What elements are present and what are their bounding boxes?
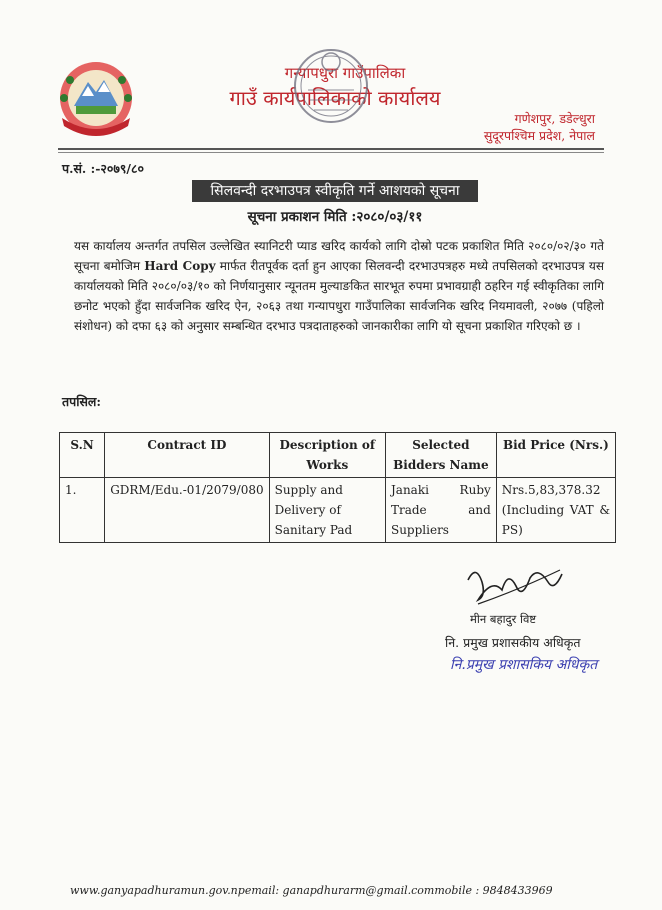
table-header-row [60,433,616,478]
reference-number: प.सं. :-२०७९/८० [62,161,144,176]
header-sn: S.N [60,433,105,478]
footer-contact: www.ganyapadhuramun.gov.npemail: ganapdhurarm@gmail.commobile : 9848433969 [70,884,553,897]
cell-bid-price: Nrs.5,83,378.32 (Including VAT & PS) [496,478,615,543]
signatory-stamp: नि.प्रमुख प्रशासकिय अधिकृत [450,657,598,673]
header-bidder: Selected Bidders Name [385,433,496,478]
signatory-title: नि. प्रमुख प्रशासकीय अधिकृत [445,635,581,650]
header-bid-price: Bid Price (Nrs.) [496,433,615,478]
office-address-line1: गणेशपुर, डडेल्धुरा [514,111,595,126]
notice-body-bold: Hard Copy [144,259,216,273]
notice-body-part1: यस कार्यालय अन्तर्गत तपसिल उल्लेखित स्यानिटरी प्याड खरिद कार्यको लागि दोस्रो पटक प्रकाशित मिति २०८०/०२/३० गते सूचना बमोजिम [74,239,604,273]
notice-body-part2: मार्फत रीतपूर्वक दर्ता हुन आएका सिलवन्दी दरभाउपत्रहरु मध्ये तपसिलको दरभाउपत्र यस कार्यालयको मिति २०८०/०३/१० को निर्णयानुसार न्यूनतम मुल्याङकित सारभूत रुपमा प्रभावग्राही ठहरिन गई स्वीकृतिका लागि छनोट भएको हुँदा सार्वजनिक खरिद ऐन, २०६३ तथा गन्यापधुरा गाउँपालिका सार्वजनिक खरिद नियमावली, २०७७ (पहिलो संशोधन) को दफा ६३ को अनुसार सम्बन्धित दरभाउ पत्रदाताहरुको जानकारीका लागि यो सूचना प्रकाशित गरिएको छ । [74,259,604,333]
header-divider [58,148,604,150]
cell-description: Supply and Delivery of Sanitary Pad [269,478,385,543]
notice-title: सिलवन्दी दरभाउपत्र स्वीकृति गर्ने आशयको सूचना [192,180,478,202]
cell-sn: 1. [60,478,105,543]
office-address-line2: सुदूरपश्चिम प्रदेश, नेपाल [483,128,595,143]
header-contract-id: Contract ID [105,433,269,478]
publication-date: सूचना प्रकाशन मिति :२०८०/०३/११ [247,209,423,225]
signature-icon [458,560,568,615]
bids-table [59,432,616,543]
cell-bidder: Janaki Ruby Trade and Suppliers [385,478,496,543]
table-row [60,478,616,543]
municipality-name: गन्यापधुरा गाउँपालिका [284,64,406,82]
details-label: तपसिल: [62,394,102,409]
signatory-name: मीन बहादुर विष्ट [470,612,537,626]
cell-contract-id: GDRM/Edu.-01/2079/080 [105,478,269,543]
office-name: गाउँ कार्यपालिकाको कार्यालय [229,86,441,110]
header-description: Description of Works [269,433,385,478]
header-divider-thin [58,152,604,153]
nepal-emblem-icon [52,58,140,138]
notice-body [74,236,604,336]
office-seal-icon [292,40,370,132]
